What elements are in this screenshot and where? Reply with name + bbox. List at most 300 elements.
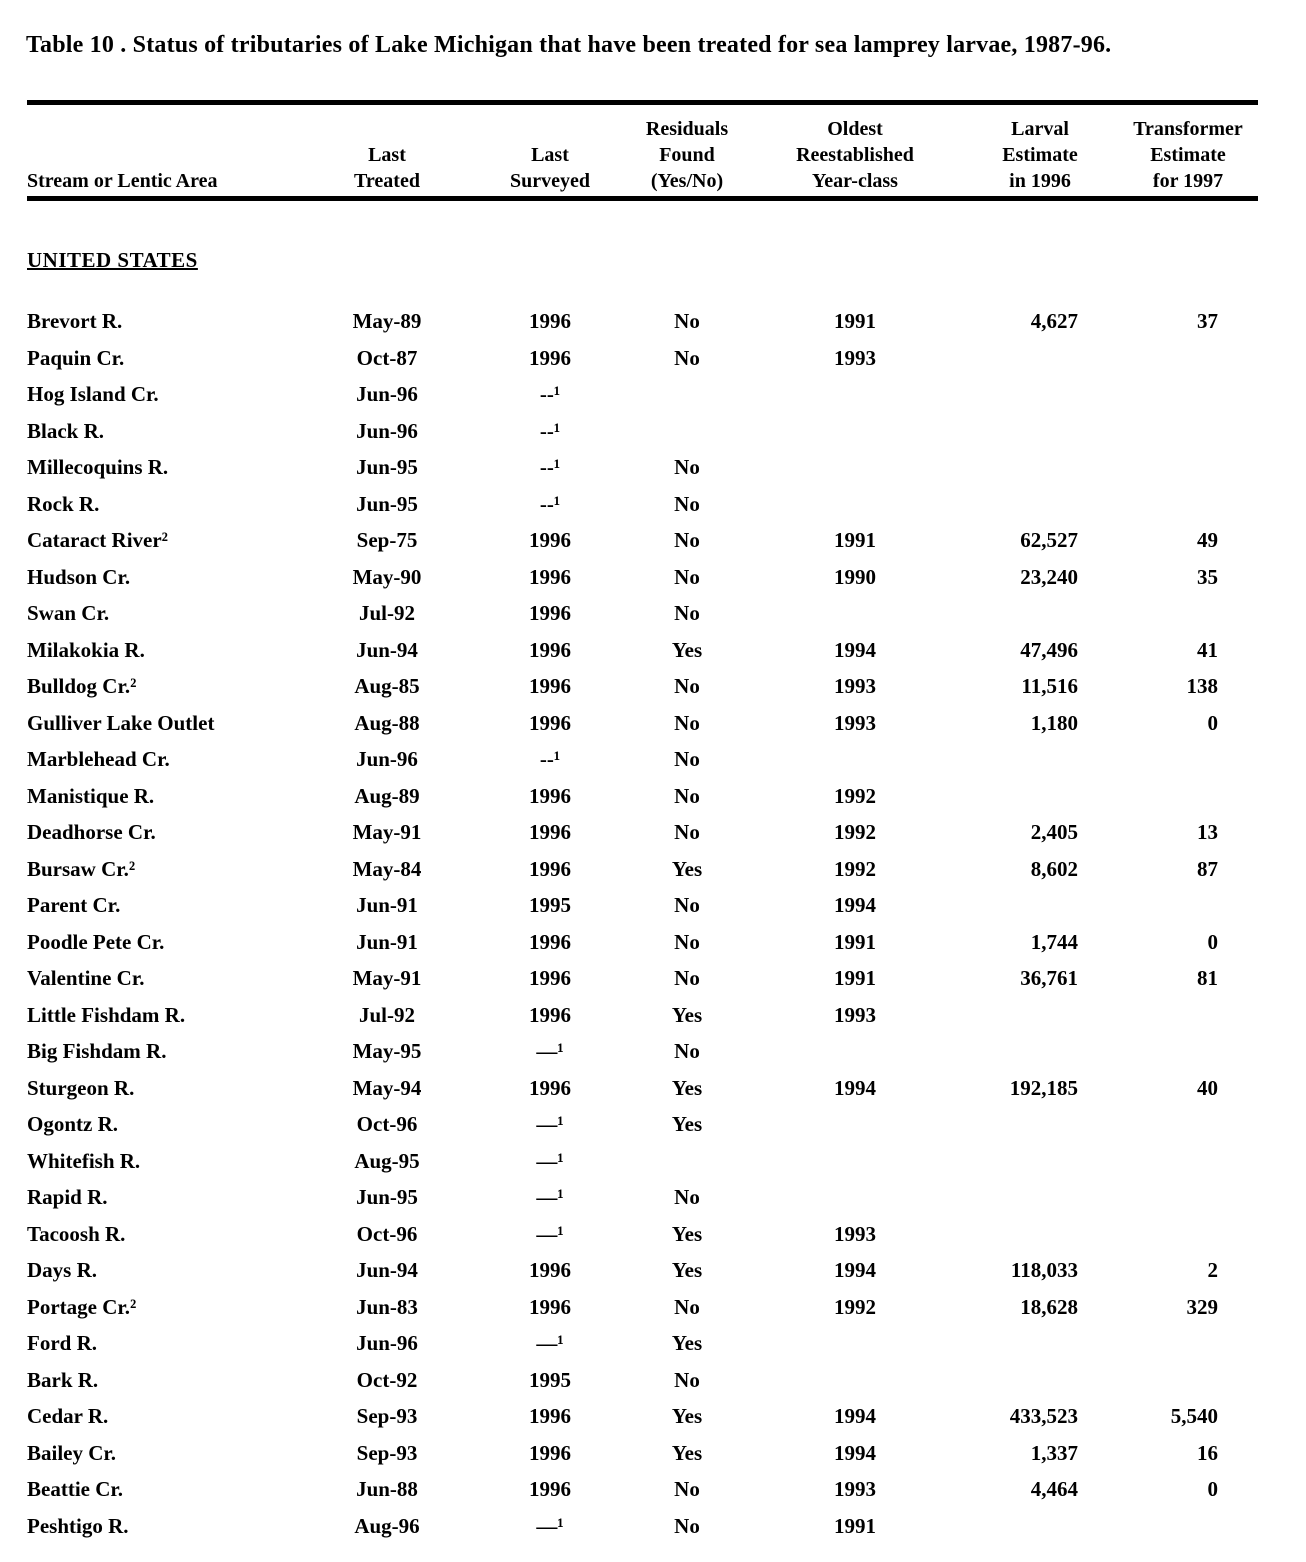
- cell-surveyed: —¹: [536, 1039, 564, 1063]
- cell-transformer: [1068, 1143, 1218, 1180]
- cell-residuals: No: [674, 710, 700, 735]
- cell-stream: Hudson Cr.: [27, 564, 131, 589]
- cell-stream: Beattie Cr.: [27, 1477, 124, 1501]
- cell-treated: Aug-96: [354, 1513, 420, 1538]
- cell-treated: Aug-89: [354, 783, 420, 808]
- cell-transformer: [1068, 741, 1218, 778]
- cell-larval: 23,240: [1020, 564, 1078, 589]
- cell-yearclass: 1991: [834, 309, 876, 333]
- cell-surveyed: 1996: [529, 783, 571, 808]
- cell-stream: Tacoosh R.: [27, 1221, 126, 1246]
- cell-transformer: [1068, 1362, 1218, 1399]
- cell-residuals: No: [674, 601, 700, 625]
- cell-transformer: 329: [1186, 1294, 1218, 1319]
- cell-transformer: [1068, 486, 1218, 523]
- cell-treated: Jun-88: [356, 1477, 418, 1501]
- column-header-yearclass: [775, 116, 935, 194]
- cell-surveyed: 1996: [529, 966, 571, 990]
- cell-larval: [918, 741, 1078, 778]
- cell-residuals: [617, 1143, 757, 1180]
- cell-yearclass: [775, 1143, 935, 1180]
- cell-residuals: Yes: [671, 1075, 703, 1100]
- cell-larval: [918, 340, 1078, 377]
- cell-larval: 1,180: [1030, 710, 1078, 735]
- cell-stream: Marblehead Cr.: [27, 747, 170, 771]
- cell-surveyed: --¹: [539, 455, 561, 479]
- cell-yearclass: 1991: [834, 966, 876, 990]
- cell-stream: Bark R.: [27, 1367, 99, 1392]
- table-row: [0, 376, 1306, 413]
- cell-transformer: 0: [1207, 929, 1218, 954]
- cell-surveyed: 1996: [529, 1477, 571, 1501]
- column-header-line: Reestablished: [796, 144, 914, 166]
- cell-treated: May-89: [352, 309, 422, 333]
- table-row: [0, 1435, 1306, 1472]
- cell-surveyed: —¹: [536, 1221, 564, 1246]
- cell-surveyed: --¹: [539, 491, 561, 516]
- cell-residuals: No: [674, 1294, 700, 1319]
- column-header-line: Year-class: [812, 170, 898, 192]
- cell-surveyed: 1996: [529, 1075, 571, 1100]
- cell-treated: Oct-96: [356, 1112, 418, 1136]
- table-row: [0, 997, 1306, 1034]
- cell-surveyed: 1996: [529, 820, 571, 844]
- cell-larval: [918, 1216, 1078, 1253]
- cell-yearclass: 1993: [834, 345, 876, 370]
- cell-transformer: [1068, 1179, 1218, 1216]
- column-header-line: Transformer: [1133, 118, 1243, 140]
- cell-residuals: No: [674, 820, 700, 844]
- table-row: [0, 778, 1306, 815]
- cell-treated: Jun-96: [356, 418, 418, 443]
- cell-stream: Days R.: [27, 1258, 98, 1282]
- cell-residuals: No: [674, 783, 700, 808]
- cell-larval: [918, 1143, 1078, 1180]
- cell-treated: Jul-92: [358, 1002, 415, 1027]
- cell-treated: Jun-91: [356, 893, 418, 917]
- table-row: [0, 1398, 1306, 1435]
- cell-residuals: No: [674, 1367, 700, 1392]
- cell-stream: Bulldog Cr.²: [27, 674, 137, 698]
- cell-larval: 2,405: [1030, 820, 1078, 844]
- column-header-line: for 1997: [1152, 170, 1224, 192]
- cell-stream: Paquin Cr.: [27, 345, 125, 370]
- cell-surveyed: 1996: [529, 710, 571, 735]
- cell-residuals: Yes: [671, 1002, 703, 1027]
- column-header-line: in 1996: [1009, 170, 1071, 192]
- cell-treated: Jun-96: [356, 747, 418, 771]
- cell-stream: Sturgeon R.: [27, 1075, 135, 1100]
- table-row: [0, 632, 1306, 669]
- cell-yearclass: [775, 1325, 935, 1362]
- cell-surveyed: --¹: [539, 747, 561, 771]
- table-row: [0, 413, 1306, 450]
- cell-stream: Brevort R.: [27, 309, 123, 333]
- table-header-bottom-rule: [27, 196, 1258, 201]
- cell-stream: Gulliver Lake Outlet: [27, 710, 215, 735]
- cell-stream: Rock R.: [27, 491, 100, 516]
- cell-surveyed: 1996: [529, 1404, 571, 1428]
- column-header-line: Found: [659, 144, 715, 166]
- table-row: [0, 303, 1306, 340]
- column-header-line: Stream or Lentic Area: [27, 170, 218, 192]
- cell-yearclass: [775, 595, 935, 632]
- cell-transformer: [1068, 595, 1218, 632]
- cell-transformer: 0: [1207, 710, 1218, 735]
- cell-larval: 4,464: [1030, 1477, 1078, 1501]
- column-header-line: Surveyed: [510, 170, 590, 192]
- cell-transformer: [1068, 340, 1218, 377]
- cell-yearclass: 1991: [834, 929, 876, 954]
- cell-stream: Valentine Cr.: [27, 966, 145, 990]
- cell-yearclass: 1992: [834, 783, 876, 808]
- cell-surveyed: 1996: [529, 528, 571, 552]
- cell-surveyed: --¹: [539, 382, 561, 406]
- cell-transformer: [1068, 1033, 1218, 1070]
- cell-residuals: No: [674, 491, 700, 516]
- table-row: [0, 1070, 1306, 1107]
- cell-surveyed: --¹: [539, 418, 561, 443]
- cell-treated: Jun-83: [356, 1294, 418, 1319]
- cell-transformer: [1068, 1508, 1218, 1545]
- cell-yearclass: 1993: [834, 710, 876, 735]
- table-row: [0, 705, 1306, 742]
- cell-larval: [918, 1179, 1078, 1216]
- cell-treated: May-90: [352, 564, 422, 589]
- cell-larval: [918, 997, 1078, 1034]
- cell-treated: Jun-96: [356, 382, 418, 406]
- cell-larval: [918, 413, 1078, 450]
- cell-residuals: [617, 413, 757, 450]
- cell-residuals: Yes: [671, 1331, 703, 1355]
- cell-residuals: No: [674, 345, 700, 370]
- cell-larval: 433,523: [1009, 1404, 1078, 1428]
- cell-transformer: [1068, 1106, 1218, 1143]
- table-row: [0, 486, 1306, 523]
- cell-surveyed: 1995: [529, 1367, 571, 1392]
- cell-larval: 192,185: [1009, 1075, 1078, 1100]
- cell-surveyed: 1996: [529, 309, 571, 333]
- column-header-residuals: [617, 116, 757, 194]
- cell-larval: [918, 1325, 1078, 1362]
- cell-stream: Bursaw Cr.²: [27, 856, 136, 881]
- cell-stream: Deadhorse Cr.: [27, 820, 156, 844]
- table-row: [0, 924, 1306, 961]
- cell-treated: Jul-92: [358, 601, 415, 625]
- cell-larval: [918, 449, 1078, 486]
- table-row: [0, 1216, 1306, 1253]
- table-row: [0, 851, 1306, 888]
- table-row: [0, 559, 1306, 596]
- table-row: [0, 1106, 1306, 1143]
- column-header-stream: [27, 168, 317, 194]
- cell-surveyed: 1996: [529, 929, 571, 954]
- cell-treated: Oct-96: [356, 1221, 418, 1246]
- cell-treated: Sep-75: [356, 528, 418, 552]
- cell-yearclass: 1991: [834, 1513, 876, 1538]
- cell-stream: Millecoquins R.: [27, 455, 169, 479]
- cell-surveyed: —¹: [536, 1112, 564, 1136]
- table-row: [0, 1143, 1306, 1180]
- cell-stream: Black R.: [27, 418, 105, 443]
- cell-yearclass: [775, 1033, 935, 1070]
- table-row: [0, 1179, 1306, 1216]
- cell-stream: Cedar R.: [27, 1404, 109, 1428]
- cell-yearclass: 1994: [834, 1404, 876, 1428]
- cell-yearclass: [775, 486, 935, 523]
- cell-residuals: No: [674, 1185, 700, 1209]
- table-row: [0, 1033, 1306, 1070]
- cell-yearclass: 1993: [834, 1221, 876, 1246]
- cell-stream: Big Fishdam R.: [27, 1039, 167, 1063]
- cell-residuals: No: [674, 966, 700, 990]
- cell-larval: 18,628: [1020, 1294, 1078, 1319]
- cell-larval: 1,337: [1030, 1440, 1078, 1465]
- table-row: [0, 960, 1306, 997]
- cell-residuals: No: [674, 929, 700, 954]
- cell-larval: 4,627: [1030, 309, 1078, 333]
- cell-transformer: 49: [1197, 528, 1218, 552]
- cell-stream: Peshtigo R.: [27, 1513, 129, 1538]
- column-header-surveyed: [475, 142, 625, 194]
- cell-treated: Jun-95: [356, 491, 418, 516]
- section-header-united-states: UNITED STATES: [27, 248, 198, 272]
- cell-residuals: No: [674, 564, 700, 589]
- cell-larval: 47,496: [1020, 637, 1078, 662]
- cell-transformer: [1068, 1325, 1218, 1362]
- column-header-transformer: [1108, 116, 1268, 194]
- cell-transformer: 35: [1197, 564, 1218, 589]
- cell-yearclass: 1992: [834, 1294, 876, 1319]
- cell-treated: May-95: [352, 1039, 422, 1063]
- cell-transformer: [1068, 449, 1218, 486]
- cell-treated: Aug-95: [354, 1148, 420, 1173]
- cell-larval: [918, 778, 1078, 815]
- cell-larval: [918, 1508, 1078, 1545]
- cell-residuals: No: [674, 1039, 700, 1063]
- cell-transformer: 16: [1197, 1440, 1218, 1465]
- cell-surveyed: 1996: [529, 1440, 571, 1465]
- cell-transformer: 0: [1207, 1477, 1218, 1501]
- cell-surveyed: —¹: [536, 1185, 564, 1209]
- cell-residuals: No: [674, 309, 700, 333]
- cell-stream: Manistique R.: [27, 783, 155, 808]
- column-header-line: Larval: [1011, 118, 1069, 140]
- cell-surveyed: 1996: [529, 564, 571, 589]
- cell-residuals: [617, 376, 757, 413]
- cell-transformer: 138: [1186, 674, 1218, 698]
- cell-larval: [918, 1033, 1078, 1070]
- cell-transformer: [1068, 997, 1218, 1034]
- cell-larval: [918, 1362, 1078, 1399]
- cell-treated: Sep-93: [356, 1404, 418, 1428]
- cell-larval: 8,602: [1030, 856, 1078, 881]
- cell-treated: Sep-93: [356, 1440, 418, 1465]
- cell-residuals: Yes: [671, 637, 703, 662]
- column-header-line: Treated: [354, 170, 420, 192]
- column-header-line: Oldest: [827, 118, 883, 140]
- cell-yearclass: 1992: [834, 820, 876, 844]
- cell-surveyed: 1996: [529, 345, 571, 370]
- cell-larval: [918, 1106, 1078, 1143]
- table-row: [0, 595, 1306, 632]
- cell-yearclass: 1993: [834, 674, 876, 698]
- cell-yearclass: 1994: [834, 1440, 876, 1465]
- cell-transformer: [1068, 413, 1218, 450]
- column-header-larval: [960, 116, 1120, 194]
- cell-treated: Jun-94: [356, 1258, 418, 1282]
- cell-stream: Rapid R.: [27, 1185, 108, 1209]
- cell-residuals: No: [674, 674, 700, 698]
- cell-treated: Oct-92: [356, 1367, 418, 1392]
- cell-stream: Poodle Pete Cr.: [27, 929, 165, 954]
- table-body: [0, 303, 1306, 1544]
- cell-residuals: No: [674, 528, 700, 552]
- cell-yearclass: [775, 1106, 935, 1143]
- table-row: [0, 668, 1306, 705]
- cell-residuals: Yes: [671, 1404, 703, 1428]
- cell-larval: 11,516: [1021, 674, 1078, 698]
- cell-surveyed: 1996: [529, 674, 571, 698]
- cell-stream: Parent Cr.: [27, 893, 121, 917]
- column-header-line: Estimate: [1002, 144, 1078, 166]
- table-row: [0, 741, 1306, 778]
- cell-treated: Jun-96: [356, 1331, 418, 1355]
- cell-surveyed: —¹: [536, 1513, 564, 1538]
- cell-treated: Jun-94: [356, 637, 418, 662]
- cell-transformer: 40: [1197, 1075, 1218, 1100]
- column-header-line: (Yes/No): [650, 170, 724, 192]
- cell-larval: [918, 595, 1078, 632]
- cell-residuals: Yes: [671, 1112, 703, 1136]
- column-header-line: Last: [531, 144, 569, 166]
- table-row: [0, 1325, 1306, 1362]
- cell-treated: Jun-95: [356, 455, 418, 479]
- cell-transformer: [1068, 376, 1218, 413]
- table-row: [0, 340, 1306, 377]
- table-row: [0, 522, 1306, 559]
- cell-surveyed: 1996: [529, 1258, 571, 1282]
- cell-surveyed: 1995: [529, 893, 571, 917]
- cell-treated: Aug-85: [354, 674, 420, 698]
- cell-larval: [918, 887, 1078, 924]
- table-row: [0, 1252, 1306, 1289]
- cell-yearclass: 1993: [834, 1002, 876, 1027]
- cell-transformer: 37: [1197, 309, 1218, 333]
- table-row: [0, 1508, 1306, 1545]
- cell-stream: Whitefish R.: [27, 1148, 141, 1173]
- cell-yearclass: 1994: [834, 893, 876, 917]
- cell-transformer: 13: [1197, 820, 1218, 844]
- cell-yearclass: 1992: [834, 856, 876, 881]
- cell-transformer: 2: [1207, 1258, 1218, 1282]
- cell-treated: May-91: [352, 966, 422, 990]
- cell-stream: Portage Cr.²: [27, 1294, 137, 1319]
- cell-yearclass: 1994: [834, 637, 876, 662]
- cell-transformer: 5,540: [1170, 1404, 1218, 1428]
- cell-treated: Jun-91: [356, 929, 418, 954]
- cell-surveyed: 1996: [529, 637, 571, 662]
- cell-yearclass: 1990: [834, 564, 876, 589]
- cell-stream: Ogontz R.: [27, 1112, 118, 1136]
- cell-residuals: No: [674, 747, 700, 771]
- cell-yearclass: [775, 1362, 935, 1399]
- cell-residuals: Yes: [671, 1258, 703, 1282]
- cell-yearclass: [775, 1179, 935, 1216]
- cell-yearclass: 1991: [834, 528, 876, 552]
- cell-yearclass: [775, 449, 935, 486]
- cell-treated: May-91: [352, 820, 422, 844]
- cell-transformer: [1068, 778, 1218, 815]
- cell-larval: 36,761: [1020, 966, 1078, 990]
- cell-surveyed: 1996: [529, 1002, 571, 1027]
- cell-yearclass: 1994: [834, 1258, 876, 1282]
- cell-larval: 62,527: [1020, 528, 1078, 552]
- table-row: [0, 1471, 1306, 1508]
- cell-transformer: [1068, 1216, 1218, 1253]
- column-header-line: Last: [368, 144, 406, 166]
- cell-residuals: No: [674, 455, 700, 479]
- cell-residuals: Yes: [671, 1221, 703, 1246]
- cell-surveyed: —¹: [536, 1331, 564, 1355]
- cell-larval: [918, 376, 1078, 413]
- cell-transformer: 81: [1197, 966, 1218, 990]
- cell-surveyed: 1996: [529, 856, 571, 881]
- cell-treated: Aug-88: [354, 710, 420, 735]
- cell-stream: Bailey Cr.: [27, 1440, 117, 1465]
- page-title: Table 10 . Status of tributaries of Lake Michigan that have been treated for sea lamprey larvae, 1987-96.: [26, 32, 1112, 58]
- cell-treated: May-84: [352, 856, 422, 881]
- table-header-row: [0, 104, 1306, 194]
- cell-transformer: 41: [1197, 637, 1218, 662]
- cell-surveyed: —¹: [536, 1148, 564, 1173]
- column-header-line: Residuals: [645, 118, 729, 140]
- cell-surveyed: 1996: [529, 601, 571, 625]
- cell-yearclass: [775, 376, 935, 413]
- cell-stream: Swan Cr.: [27, 601, 110, 625]
- cell-yearclass: 1993: [834, 1477, 876, 1501]
- cell-larval: 118,033: [1010, 1258, 1078, 1282]
- cell-yearclass: [775, 413, 935, 450]
- cell-treated: Jun-95: [356, 1185, 418, 1209]
- table-row: [0, 1362, 1306, 1399]
- cell-stream: Ford R.: [27, 1331, 97, 1355]
- cell-larval: 1,744: [1030, 929, 1078, 954]
- cell-larval: [918, 486, 1078, 523]
- table-row: [0, 814, 1306, 851]
- cell-stream: Hog Island Cr.: [27, 382, 159, 406]
- column-header-line: Estimate: [1150, 144, 1226, 166]
- table-row: [0, 449, 1306, 486]
- cell-residuals: No: [674, 1513, 700, 1538]
- cell-residuals: No: [674, 1477, 700, 1501]
- cell-residuals: Yes: [671, 1440, 703, 1465]
- table-row: [0, 887, 1306, 924]
- cell-yearclass: [775, 741, 935, 778]
- cell-yearclass: 1994: [834, 1075, 876, 1100]
- cell-surveyed: 1996: [529, 1294, 571, 1319]
- table-row: [0, 1289, 1306, 1326]
- cell-residuals: No: [674, 893, 700, 917]
- cell-treated: Oct-87: [356, 345, 418, 370]
- cell-transformer: [1068, 887, 1218, 924]
- cell-stream: Milakokia R.: [27, 637, 145, 662]
- cell-stream: Cataract River²: [27, 528, 168, 552]
- cell-stream: Little Fishdam R.: [27, 1002, 186, 1027]
- column-header-treated: [312, 142, 462, 194]
- cell-transformer: 87: [1197, 856, 1218, 881]
- cell-residuals: Yes: [671, 856, 703, 881]
